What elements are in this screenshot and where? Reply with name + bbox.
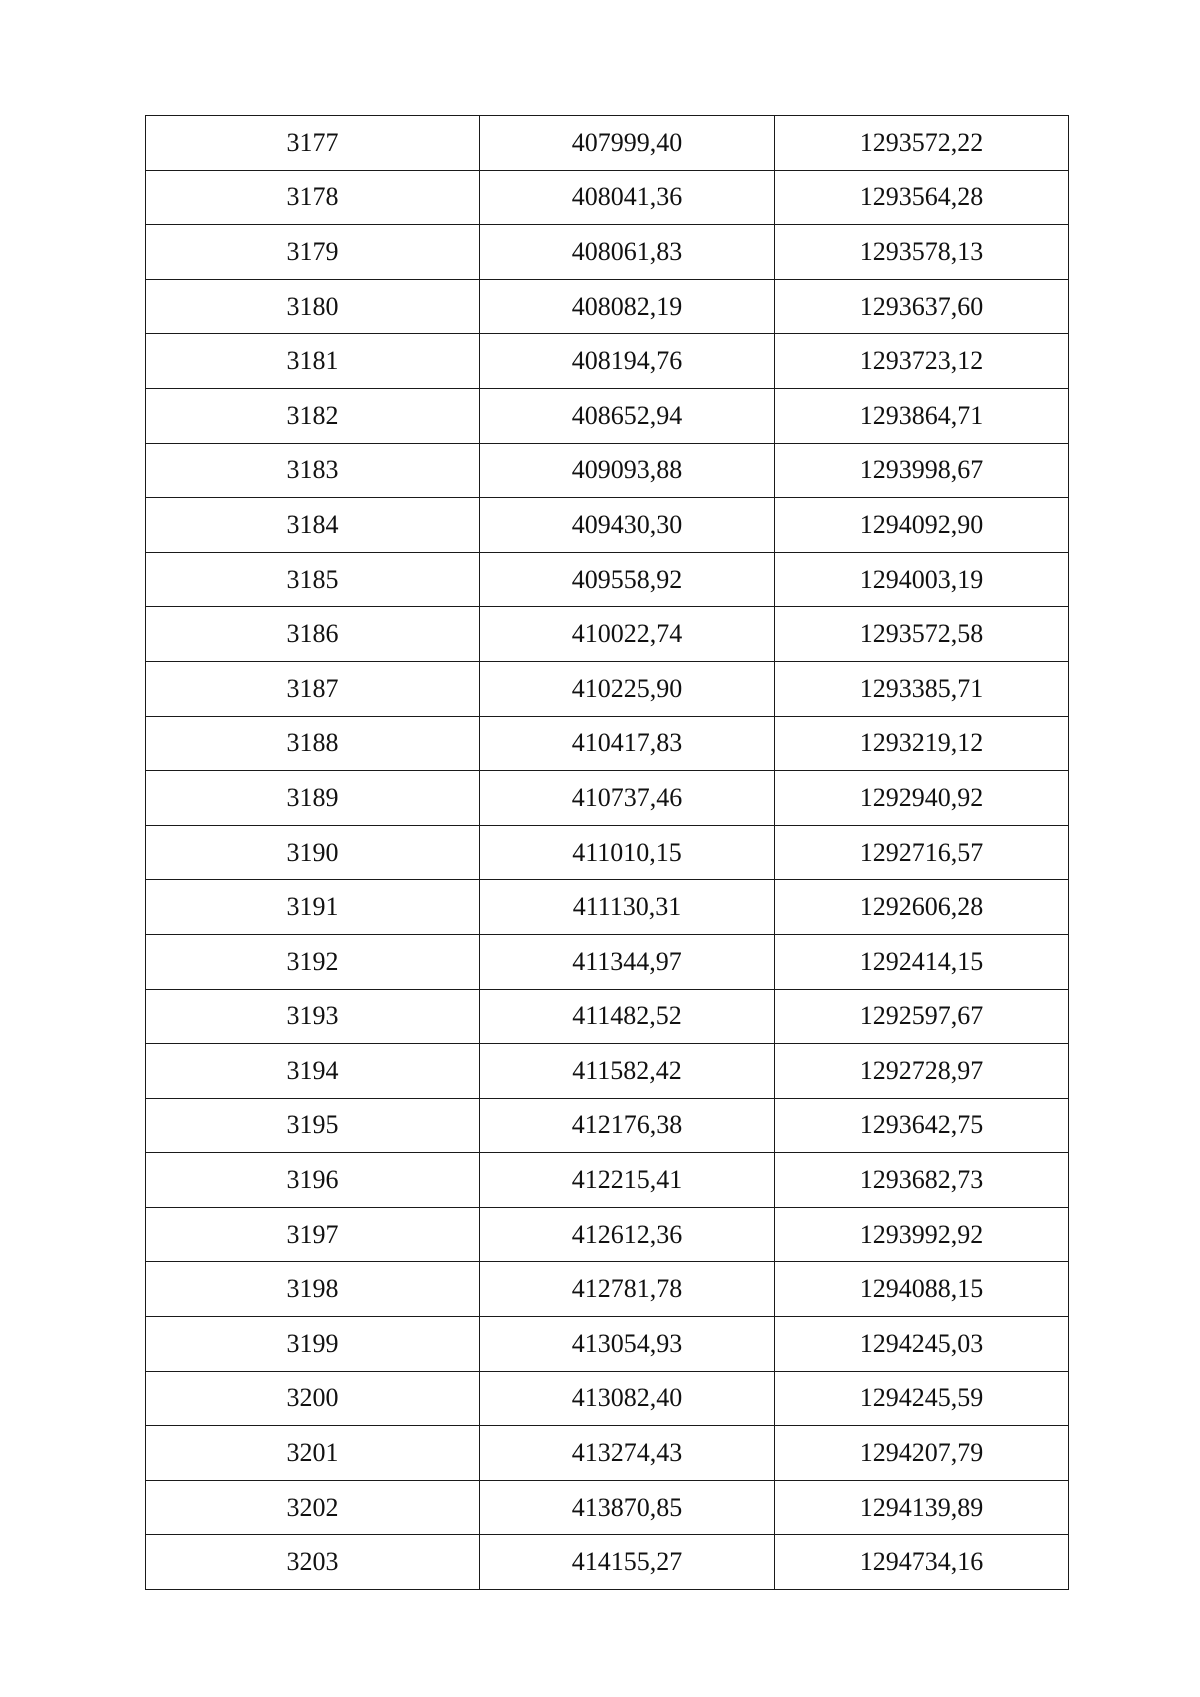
point-number-cell: 3184	[146, 498, 480, 553]
table-row	[146, 279, 1069, 334]
x-coordinate-cell: 411482,52	[480, 989, 775, 1044]
y-coordinate-cell: 1293578,13	[775, 225, 1069, 280]
point-number-cell: 3185	[146, 552, 480, 607]
table-row	[146, 1371, 1069, 1426]
table-row	[146, 388, 1069, 443]
x-coordinate-cell: 414155,27	[480, 1535, 775, 1590]
point-number-cell: 3188	[146, 716, 480, 771]
coordinates-table-body	[146, 116, 1069, 1590]
y-coordinate-cell: 1294092,90	[775, 498, 1069, 553]
point-number-cell: 3178	[146, 170, 480, 225]
x-coordinate-cell: 410225,90	[480, 661, 775, 716]
table-row	[146, 1098, 1069, 1153]
y-coordinate-cell: 1293219,12	[775, 716, 1069, 771]
table-row	[146, 552, 1069, 607]
point-number-cell: 3195	[146, 1098, 480, 1153]
x-coordinate-cell: 412215,41	[480, 1153, 775, 1208]
y-coordinate-cell: 1293564,28	[775, 170, 1069, 225]
table-row	[146, 771, 1069, 826]
x-coordinate-cell: 407999,40	[480, 116, 775, 171]
x-coordinate-cell: 411344,97	[480, 934, 775, 989]
x-coordinate-cell: 412781,78	[480, 1262, 775, 1317]
x-coordinate-cell: 413274,43	[480, 1426, 775, 1481]
x-coordinate-cell: 409558,92	[480, 552, 775, 607]
point-number-cell: 3200	[146, 1371, 480, 1426]
x-coordinate-cell: 410417,83	[480, 716, 775, 771]
y-coordinate-cell: 1294139,89	[775, 1480, 1069, 1535]
point-number-cell: 3182	[146, 388, 480, 443]
table-row	[146, 1535, 1069, 1590]
point-number-cell: 3180	[146, 279, 480, 334]
table-row	[146, 1480, 1069, 1535]
point-number-cell: 3196	[146, 1153, 480, 1208]
y-coordinate-cell: 1293682,73	[775, 1153, 1069, 1208]
table-row	[146, 334, 1069, 389]
point-number-cell: 3181	[146, 334, 480, 389]
point-number-cell: 3190	[146, 825, 480, 880]
y-coordinate-cell: 1293723,12	[775, 334, 1069, 389]
x-coordinate-cell: 412176,38	[480, 1098, 775, 1153]
y-coordinate-cell: 1292597,67	[775, 989, 1069, 1044]
x-coordinate-cell: 411010,15	[480, 825, 775, 880]
y-coordinate-cell: 1294003,19	[775, 552, 1069, 607]
table-row	[146, 443, 1069, 498]
x-coordinate-cell: 413054,93	[480, 1317, 775, 1372]
y-coordinate-cell: 1292716,57	[775, 825, 1069, 880]
y-coordinate-cell: 1292606,28	[775, 880, 1069, 935]
y-coordinate-cell: 1294245,03	[775, 1317, 1069, 1372]
table-row	[146, 1153, 1069, 1208]
x-coordinate-cell: 413082,40	[480, 1371, 775, 1426]
table-row	[146, 498, 1069, 553]
x-coordinate-cell: 411130,31	[480, 880, 775, 935]
point-number-cell: 3186	[146, 607, 480, 662]
y-coordinate-cell: 1293864,71	[775, 388, 1069, 443]
table-row	[146, 989, 1069, 1044]
y-coordinate-cell: 1294207,79	[775, 1426, 1069, 1481]
point-number-cell: 3187	[146, 661, 480, 716]
point-number-cell: 3193	[146, 989, 480, 1044]
coordinates-table	[145, 115, 1069, 1590]
point-number-cell: 3189	[146, 771, 480, 826]
y-coordinate-cell: 1294088,15	[775, 1262, 1069, 1317]
x-coordinate-cell: 408082,19	[480, 279, 775, 334]
table-row	[146, 880, 1069, 935]
point-number-cell: 3203	[146, 1535, 480, 1590]
x-coordinate-cell: 408061,83	[480, 225, 775, 280]
y-coordinate-cell: 1293385,71	[775, 661, 1069, 716]
point-number-cell: 3202	[146, 1480, 480, 1535]
y-coordinate-cell: 1293642,75	[775, 1098, 1069, 1153]
x-coordinate-cell: 413870,85	[480, 1480, 775, 1535]
x-coordinate-cell: 412612,36	[480, 1207, 775, 1262]
x-coordinate-cell: 408041,36	[480, 170, 775, 225]
y-coordinate-cell: 1292414,15	[775, 934, 1069, 989]
table-row	[146, 825, 1069, 880]
point-number-cell: 3194	[146, 1044, 480, 1099]
table-row	[146, 170, 1069, 225]
x-coordinate-cell: 409430,30	[480, 498, 775, 553]
table-row	[146, 716, 1069, 771]
point-number-cell: 3197	[146, 1207, 480, 1262]
point-number-cell: 3199	[146, 1317, 480, 1372]
x-coordinate-cell: 408652,94	[480, 388, 775, 443]
point-number-cell: 3198	[146, 1262, 480, 1317]
point-number-cell: 3191	[146, 880, 480, 935]
point-number-cell: 3183	[146, 443, 480, 498]
table-row	[146, 607, 1069, 662]
table-row	[146, 1044, 1069, 1099]
table-row	[146, 1262, 1069, 1317]
y-coordinate-cell: 1293572,58	[775, 607, 1069, 662]
table-row	[146, 934, 1069, 989]
point-number-cell: 3179	[146, 225, 480, 280]
y-coordinate-cell: 1292940,92	[775, 771, 1069, 826]
y-coordinate-cell: 1294734,16	[775, 1535, 1069, 1590]
y-coordinate-cell: 1293637,60	[775, 279, 1069, 334]
table-row	[146, 1317, 1069, 1372]
point-number-cell: 3177	[146, 116, 480, 171]
table-row	[146, 116, 1069, 171]
point-number-cell: 3192	[146, 934, 480, 989]
y-coordinate-cell: 1292728,97	[775, 1044, 1069, 1099]
x-coordinate-cell: 410737,46	[480, 771, 775, 826]
x-coordinate-cell: 408194,76	[480, 334, 775, 389]
y-coordinate-cell: 1293992,92	[775, 1207, 1069, 1262]
y-coordinate-cell: 1293998,67	[775, 443, 1069, 498]
x-coordinate-cell: 409093,88	[480, 443, 775, 498]
table-row	[146, 225, 1069, 280]
table-row	[146, 1426, 1069, 1481]
x-coordinate-cell: 410022,74	[480, 607, 775, 662]
table-row	[146, 1207, 1069, 1262]
y-coordinate-cell: 1293572,22	[775, 116, 1069, 171]
table-row	[146, 661, 1069, 716]
point-number-cell: 3201	[146, 1426, 480, 1481]
y-coordinate-cell: 1294245,59	[775, 1371, 1069, 1426]
x-coordinate-cell: 411582,42	[480, 1044, 775, 1099]
